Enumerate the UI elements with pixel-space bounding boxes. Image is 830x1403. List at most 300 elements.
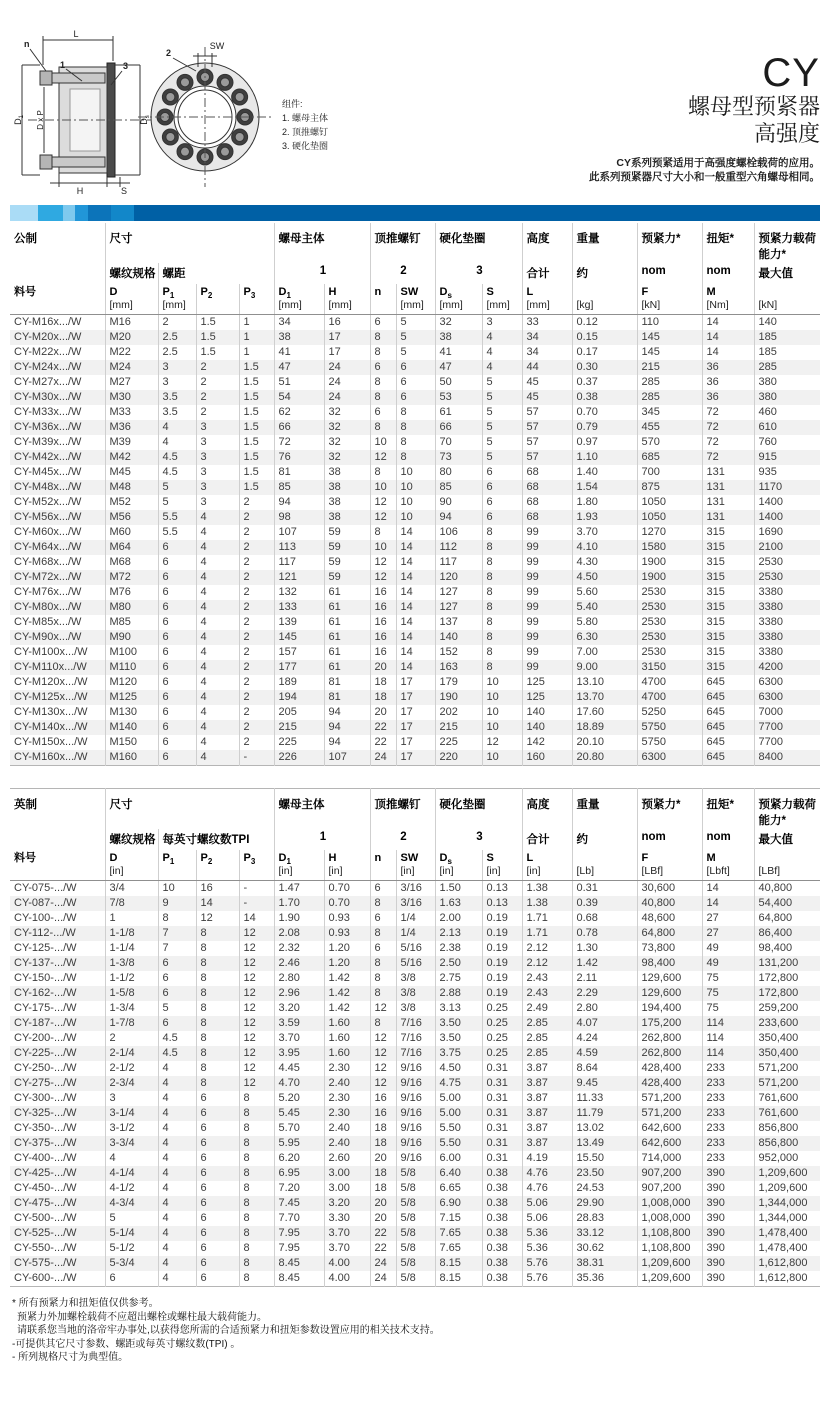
table-cell: 10 (482, 720, 522, 735)
sub-max: 最大值 (754, 263, 820, 284)
table-cell: 0.19 (482, 911, 522, 926)
table-cell: 0.31 (482, 1151, 522, 1166)
table-cell: 94 (324, 705, 370, 720)
table-row (10, 1061, 820, 1076)
table-cell: 3 (105, 1091, 158, 1106)
table-cell: 5 (396, 345, 435, 360)
table-cell: 8 (239, 1196, 274, 1211)
table-cell: 315 (702, 585, 754, 600)
table-cell: M56 (105, 510, 158, 525)
table-cell: 107 (324, 750, 370, 766)
table-cell: 6 (158, 720, 196, 735)
table-cell: 14 (396, 555, 435, 570)
table-cell: 8 (239, 1181, 274, 1196)
table-cell: M140 (105, 720, 158, 735)
column-header: 料号 (10, 284, 105, 315)
table-row (10, 1166, 820, 1181)
table-cell: 4 (196, 690, 239, 705)
table-cell: 5.76 (522, 1271, 572, 1287)
sub-total: 合计 (522, 829, 572, 850)
table-row (10, 1031, 820, 1046)
table-cell: 5 (396, 315, 435, 331)
table-cell: 0.25 (482, 1016, 522, 1031)
table-cell: 2 (239, 630, 274, 645)
table-row (10, 375, 820, 390)
table-cell: 8 (196, 956, 239, 971)
table-cell: 2100 (754, 540, 820, 555)
table-cell: 98,400 (754, 941, 820, 956)
sub-total: 合计 (522, 263, 572, 284)
table-cell: 8 (482, 645, 522, 660)
table-cell: 0.25 (482, 1046, 522, 1061)
table-cell: 4 (158, 420, 196, 435)
table-cell: 1,209,600 (754, 1181, 820, 1196)
group-jack-screws: 顶推螺钉 (370, 223, 435, 263)
table-cell: 11.33 (572, 1091, 637, 1106)
table-cell: 5 (482, 405, 522, 420)
table-cell: 12 (370, 1031, 396, 1046)
column-header: $P_3$ (239, 850, 274, 881)
table-cell: CY-M90x.../W (14, 631, 82, 643)
table-cell: 14 (396, 645, 435, 660)
table-cell: 4.5 (158, 1031, 196, 1046)
table-cell: 0.38 (482, 1256, 522, 1271)
parts-legend-item: 3. 硬化垫圈 (282, 141, 329, 151)
table-cell: 0.37 (572, 375, 637, 390)
table-cell: 15.50 (572, 1151, 637, 1166)
table-cell: 73,800 (637, 941, 702, 956)
table-cell: 5.36 (522, 1241, 572, 1256)
table-cell: 0.70 (324, 896, 370, 911)
table-cell: 8 (482, 570, 522, 585)
table-cell: 5/8 (396, 1196, 435, 1211)
table-cell: 2.40 (324, 1076, 370, 1091)
table-cell: 0.17 (572, 345, 637, 360)
table-cell: 99 (522, 555, 572, 570)
table-cell: 8400 (754, 750, 820, 766)
table-cell: 3.70 (324, 1226, 370, 1241)
table-cell: 32 (324, 450, 370, 465)
table-cell: 13.70 (572, 690, 637, 705)
table-cell: 160 (522, 750, 572, 766)
table-row (10, 956, 820, 971)
table-row (10, 645, 820, 660)
table-cell: 14 (702, 896, 754, 911)
table-cell: 2.30 (324, 1091, 370, 1106)
table-cell: 2530 (637, 585, 702, 600)
table-cell: 0.31 (482, 1061, 522, 1076)
table-cell: CY-M120x.../W (14, 676, 88, 688)
table-cell: CY-112-.../W (14, 927, 76, 939)
table-cell: 7700 (754, 735, 820, 750)
table-cell: 13.49 (572, 1136, 637, 1151)
table-cell: 1,209,600 (637, 1271, 702, 1287)
table-cell: 2.32 (274, 941, 324, 956)
table-cell: 5.70 (274, 1121, 324, 1136)
table-cell: - (239, 750, 274, 766)
table-cell: CY-225-.../W (14, 1047, 77, 1059)
table-cell: 112 (435, 540, 482, 555)
table-cell: 14 (396, 540, 435, 555)
table-cell: 4 (105, 1151, 158, 1166)
table-cell: 233 (702, 1061, 754, 1076)
group-header-row (10, 789, 820, 830)
table-cell: 14 (396, 615, 435, 630)
table-cell: CY-M27x.../W (14, 376, 82, 388)
table-cell: 32 (324, 405, 370, 420)
dim-label-s: S (120, 186, 128, 196)
table-cell: M80 (105, 600, 158, 615)
table-cell: 12 (239, 1031, 274, 1046)
table-cell: 3 (196, 435, 239, 450)
table-row (10, 510, 820, 525)
sub-jack-no: 2 (370, 263, 435, 284)
table-cell: 1 (239, 315, 274, 331)
table-cell: 233 (702, 1121, 754, 1136)
subgroup-header-row (10, 829, 820, 850)
table-cell: 1.38 (522, 896, 572, 911)
table-cell: 114 (702, 1016, 754, 1031)
table-cell: 2.00 (435, 911, 482, 926)
table-cell: 85 (274, 480, 324, 495)
table-cell: 233 (702, 1106, 754, 1121)
table-cell: 14 (396, 630, 435, 645)
table-cell: 185 (754, 345, 820, 360)
table-cell: 2530 (637, 645, 702, 660)
table-cell: 38 (435, 330, 482, 345)
table-cell: 685 (637, 450, 702, 465)
table-cell: CY-137-.../W (14, 957, 77, 969)
table-cell: 12 (370, 1046, 396, 1061)
table-cell: 3-3/4 (105, 1136, 158, 1151)
table-cell: 1/4 (396, 926, 435, 941)
table-cell: 99 (522, 525, 572, 540)
table-cell: 86,400 (754, 926, 820, 941)
table-cell: 7.15 (435, 1211, 482, 1226)
table-cell: 8 (239, 1166, 274, 1181)
table-cell: 390 (702, 1196, 754, 1211)
table-cell: CY-M125x.../W (14, 691, 88, 703)
table-cell: 8 (239, 1136, 274, 1151)
table-cell: 0.19 (482, 986, 522, 1001)
jack-bolt-socket-icon (221, 147, 230, 156)
dim-label-sw: SW (209, 41, 225, 51)
table-cell: 8 (370, 986, 396, 1001)
table-cell: 3.87 (522, 1121, 572, 1136)
table-cell: 51 (274, 375, 324, 390)
table-cell: 6 (158, 570, 196, 585)
table-cell: 8 (396, 420, 435, 435)
table-cell: 3.13 (435, 1001, 482, 1016)
table-cell: 0.31 (482, 1121, 522, 1136)
table-cell: 9/16 (396, 1136, 435, 1151)
table-cell: 32 (435, 315, 482, 331)
banner-segment (63, 205, 75, 221)
table-cell: 33 (522, 315, 572, 331)
table-cell: 7.65 (435, 1226, 482, 1241)
table-cell: 10 (370, 480, 396, 495)
table-cell: CY-M48x.../W (14, 481, 82, 493)
footnote-line: 请联系您当地的洛帝牢办事处,以获得您所需的合适预紧力和扭矩参数设置应用的相关技术支持。 (17, 1325, 440, 1336)
table-cell: 4 (482, 345, 522, 360)
table-cell: 66 (274, 420, 324, 435)
table-cell: 645 (702, 720, 754, 735)
table-cell: 12 (370, 510, 396, 525)
table-cell: 117 (274, 555, 324, 570)
table-cell: 16 (370, 585, 396, 600)
table-cell: 4 (196, 735, 239, 750)
table-cell: 428,400 (637, 1076, 702, 1091)
table-cell: 6 (158, 750, 196, 766)
table-row (10, 390, 820, 405)
table-cell: 4.50 (435, 1061, 482, 1076)
metric-table-body (10, 315, 820, 766)
table-cell: 24 (370, 1256, 396, 1271)
table-cell: 12 (239, 1076, 274, 1091)
table-cell: 61 (435, 405, 482, 420)
table-cell: 0.70 (572, 405, 637, 420)
table-cell: 2 (239, 690, 274, 705)
table-cell: 8 (370, 1016, 396, 1031)
table-row (10, 1001, 820, 1016)
table-cell: 4.10 (572, 540, 637, 555)
table-cell: 7.65 (435, 1241, 482, 1256)
table-cell: 18 (370, 675, 396, 690)
table-cell: 9.00 (572, 660, 637, 675)
table-row (10, 971, 820, 986)
table-cell: 2.11 (572, 971, 637, 986)
table-cell: 390 (702, 1256, 754, 1271)
table-cell: 7.20 (274, 1181, 324, 1196)
table-cell: CY-M24x.../W (14, 361, 82, 373)
table-cell: 8 (196, 1001, 239, 1016)
table-cell: 0.31 (482, 1076, 522, 1091)
table-cell: CY-350-.../W (14, 1122, 77, 1134)
table-cell: 68 (522, 510, 572, 525)
table-cell: CY-150-.../W (14, 972, 77, 984)
table-cell: 1.70 (274, 896, 324, 911)
table-cell: 3380 (754, 645, 820, 660)
table-cell: 1 (239, 330, 274, 345)
table-cell: 125 (522, 675, 572, 690)
table-cell: 0.78 (572, 926, 637, 941)
table-cell: 0.13 (482, 881, 522, 897)
sub-washer-no: 3 (435, 829, 522, 850)
table-cell: 17 (396, 690, 435, 705)
jack-bolt-socket-icon (221, 78, 230, 87)
table-cell: 1.5 (239, 450, 274, 465)
table-row (10, 896, 820, 911)
table-cell: 12 (370, 1001, 396, 1016)
table-cell: M100 (105, 645, 158, 660)
table-cell: 4.24 (572, 1031, 637, 1046)
table-cell: 12 (239, 1061, 274, 1076)
table-cell: 8 (370, 956, 396, 971)
table-row (10, 1076, 820, 1091)
table-cell: 8 (396, 435, 435, 450)
table-cell: 0.38 (482, 1241, 522, 1256)
table-cell: M42 (105, 450, 158, 465)
table-cell: 5.5 (158, 510, 196, 525)
table-cell: 390 (702, 1241, 754, 1256)
table-cell: 6 (158, 986, 196, 1001)
sub-preload-nom: nom (637, 263, 702, 284)
dim-label-h: H (76, 186, 84, 196)
table-row (10, 360, 820, 375)
table-cell: 6 (158, 630, 196, 645)
table-row (10, 660, 820, 675)
table-cell: 350,400 (754, 1046, 820, 1061)
column-header: $P_2$ (196, 850, 239, 881)
table-cell: 2.12 (522, 956, 572, 971)
table-cell: 0.38 (482, 1211, 522, 1226)
table-cell: 38 (274, 330, 324, 345)
table-cell: 27 (702, 911, 754, 926)
table-cell: CY-200-.../W (14, 1032, 77, 1044)
table-cell: 0.38 (482, 1196, 522, 1211)
table-cell: 179 (435, 675, 482, 690)
table-cell: 5.36 (522, 1226, 572, 1241)
table-cell: 3.87 (522, 1091, 572, 1106)
table-cell: 7 (158, 926, 196, 941)
table-cell: 2.85 (522, 1031, 572, 1046)
group-height: 高度 (522, 223, 572, 263)
table-cell: 0.68 (572, 911, 637, 926)
footnote-line: - 所列规格尺寸为典型值。 (12, 1352, 129, 1363)
table-cell: 10 (370, 435, 396, 450)
table-cell: 28.83 (572, 1211, 637, 1226)
table-cell: M76 (105, 585, 158, 600)
table-cell: 2 (196, 390, 239, 405)
table-cell: 2530 (637, 630, 702, 645)
table-cell: 10 (482, 675, 522, 690)
table-cell: 142 (522, 735, 572, 750)
table-cell: 81 (324, 675, 370, 690)
table-cell: 2.43 (522, 986, 572, 1001)
table-cell: 140 (435, 630, 482, 645)
unit-system-label: 英制 (14, 799, 37, 811)
banner-segment (111, 205, 134, 221)
table-cell: 6.30 (572, 630, 637, 645)
table-cell: 8 (196, 1076, 239, 1091)
table-cell: 3380 (754, 630, 820, 645)
table-row (10, 941, 820, 956)
table-cell: 16 (370, 1091, 396, 1106)
column-header: H [mm] (324, 284, 370, 315)
table-cell: 0.97 (572, 435, 637, 450)
table-cell: 20 (370, 1211, 396, 1226)
table-cell: 1-1/4 (105, 941, 158, 956)
table-cell: 4 (196, 615, 239, 630)
table-cell: 80 (435, 465, 482, 480)
table-cell: 4-1/4 (105, 1166, 158, 1181)
table-cell: 0.39 (572, 896, 637, 911)
table-cell: 8.45 (274, 1256, 324, 1271)
table-cell: 6 (196, 1106, 239, 1121)
dim-label-d1: $D_1$ (13, 115, 25, 125)
group-size: 尺寸 (105, 223, 274, 263)
table-cell: 8 (196, 986, 239, 1001)
table-cell: 5/8 (396, 1256, 435, 1271)
table-cell: 157 (274, 645, 324, 660)
table-cell: CY-450-.../W (14, 1182, 77, 1194)
table-cell: 571,200 (754, 1076, 820, 1091)
table-cell: 90 (435, 495, 482, 510)
table-cell: 3.87 (522, 1106, 572, 1121)
table-cell: 8 (196, 1046, 239, 1061)
table-cell: 285 (637, 390, 702, 405)
table-cell: 907,200 (637, 1181, 702, 1196)
table-cell: 6 (196, 1181, 239, 1196)
table-cell: 57 (522, 450, 572, 465)
table-cell: 4 (158, 1061, 196, 1076)
table-cell: 48,600 (637, 911, 702, 926)
table-cell: 4200 (754, 660, 820, 675)
table-cell: 38 (324, 510, 370, 525)
table-cell: 2.96 (274, 986, 324, 1001)
table-cell: 4.00 (324, 1256, 370, 1271)
table-cell: 145 (637, 345, 702, 360)
table-cell: CY-M36x.../W (14, 421, 82, 433)
table-cell: 7/8 (105, 896, 158, 911)
table-cell: 110 (637, 315, 702, 331)
table-cell: 14 (396, 660, 435, 675)
table-cell: 16 (370, 615, 396, 630)
table-cell: 75 (702, 986, 754, 1001)
table-cell: CY-550-.../W (14, 1242, 77, 1254)
table-cell: 10 (482, 705, 522, 720)
table-cell: 5-1/4 (105, 1226, 158, 1241)
table-row (10, 1016, 820, 1031)
table-cell: 24 (324, 390, 370, 405)
banner-segment (75, 205, 88, 221)
table-cell: 1.30 (572, 941, 637, 956)
table-cell: 6 (158, 540, 196, 555)
table-cell: 99 (522, 540, 572, 555)
table-cell: 8.64 (572, 1061, 637, 1076)
table-cell: 0.93 (324, 926, 370, 941)
dim-label-n: n (24, 39, 30, 49)
table-cell: 4 (158, 1076, 196, 1091)
table-cell: 6 (482, 465, 522, 480)
table-cell: 4.19 (522, 1151, 572, 1166)
table-cell: 2 (239, 660, 274, 675)
table-cell: 259,200 (754, 1001, 820, 1016)
table-cell: 16 (324, 315, 370, 331)
table-row (10, 750, 820, 766)
table-cell: 120 (435, 570, 482, 585)
table-cell: 315 (702, 630, 754, 645)
table-cell: 4.50 (572, 570, 637, 585)
table-cell: 1050 (637, 495, 702, 510)
table-cell: 0.31 (572, 881, 637, 897)
table-cell: 1.60 (324, 1016, 370, 1031)
table-cell: 2.85 (522, 1046, 572, 1061)
table-cell: 61 (324, 600, 370, 615)
table-cell: 390 (702, 1181, 754, 1196)
table-cell: 40,800 (754, 881, 820, 897)
datasheet-page (0, 25, 830, 1403)
table-cell: 5-3/4 (105, 1256, 158, 1271)
table-cell: 38 (324, 495, 370, 510)
table-cell: 68 (522, 495, 572, 510)
table-row (10, 1271, 820, 1287)
sub-thread: 螺纹规格 (105, 263, 158, 284)
table-cell: 4 (196, 720, 239, 735)
table-cell: 129,600 (637, 971, 702, 986)
column-header: $D_s$ [in] (435, 850, 482, 881)
table-cell: 7.45 (274, 1196, 324, 1211)
